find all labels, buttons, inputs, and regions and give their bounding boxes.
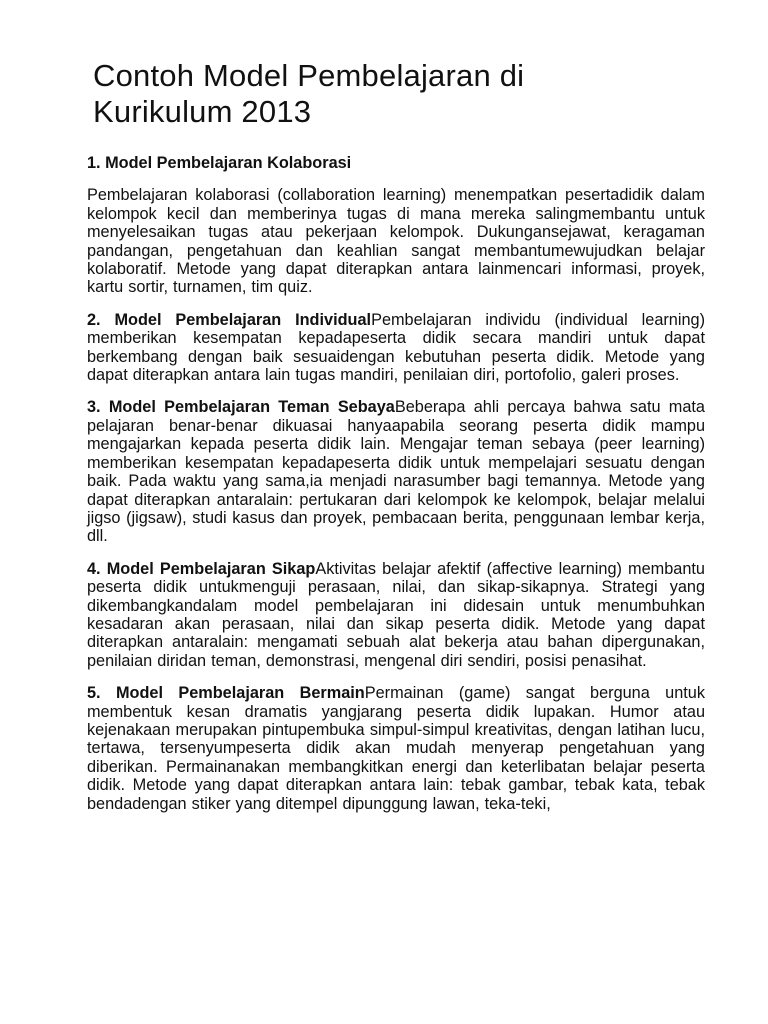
- title-line-1: Contoh Model Pembelajaran di: [93, 58, 525, 93]
- title-line-2: Kurikulum 2013: [93, 94, 312, 129]
- document-title: [93, 58, 705, 130]
- section-4-heading: 4. Model Pembelajaran Sikap: [87, 559, 316, 578]
- section-5-body: Permainan (game) sangat berguna untuk membentuk kesan dramatis yangjarang peserta didik lupakan. Humor atau kejenakaan merupakan pintupembuka simpul-simpul kreativitas, dengan latihan lucu, tertawa, tersenyumpeserta didik akan mudah menyerap pengetahuan yang diberikan. Permainanakan membangkitkan energi dan keterlibatan belajar peserta didik. Metode yang dapat diterapkan antara lain: tebak gambar, tebak kata, tebak bendadengan stiker yang ditempel dipunggung lawan, teka-teki,: [87, 684, 705, 813]
- section-2-heading: 2. Model Pembelajaran Individual: [87, 310, 372, 329]
- section-2-paragraph: [87, 311, 705, 385]
- section-4-body: Aktivitas belajar afektif (affective learning) membantu peserta didik untukmenguji perasaan, nilai, dan sikap-sikapnya. Strategi yang dikembangkandalam model pembelajaran ini didesain untuk menumbuhkan kesadaran akan perasaan, nilai dan sikap peserta didik. Metode yang dapat diterapkan antaralain: mengamati sebuah alat bekerja atau bahan dipergunakan, penilaian diridan teman, demonstrasi, mengenal diri sendiri, posisi penasihat.: [87, 559, 705, 670]
- section-3-paragraph: [87, 398, 705, 545]
- section-4-paragraph: [87, 560, 705, 670]
- section-1-body: Pembelajaran kolaborasi (collaboration learning) menempatkan pesertadidik dalam kelompok kecil dan memberinya tugas di mana mereka salingmembantu untuk menyelesaikan tugas atau pekerjaan kelompok. Dukungansejawat, keragaman pandangan, pengetahuan dan keahlian sangat membantumewujudkan belajar kolaboratif. Metode yang dapat diterapkan antara lainmencari informasi, proyek, kartu sortir, turnamen, tim quiz.: [87, 186, 705, 297]
- section-5-heading: 5. Model Pembelajaran Bermain: [87, 684, 365, 703]
- section-1-heading: 1. Model Pembelajaran Kolaborasi: [87, 154, 352, 172]
- section-2-body: Pembelajaran individu (individual learning) memberikan kesempatan kepadapeserta didik secara mandiri untuk dapat berkembang dengan baik sesuaidengan kebutuhan peserta didik. Metode yang dapat diterapkan antara lain tugas mandiri, penilaian diri, portofolio, galeri proses.: [87, 310, 705, 385]
- section-3-heading: 3. Model Pembelajaran Teman Sebaya: [87, 398, 395, 417]
- section-3-body: Beberapa ahli percaya bahwa satu mata pelajaran benar-benar dikuasai hanyaapabila seorang peserta didik mampu mengajarkan kepada peserta didik lain. Mengajar teman sebaya (peer learning) memberikan kesempatan kepadapeserta didik untuk mempelajari sesuatu dengan baik. Pada waktu yang sama,ia menjadi narasumber bagi temannya. Metode yang dapat diterapkan antaralain: pertukaran dari kelompok ke kelompok, belajar melalui jigso (jigsaw), studi kasus dan proyek, pembacaan berita, penggunaan lembar kerja, dll.: [87, 398, 705, 546]
- document-page: [87, 58, 705, 827]
- section-5-paragraph: [87, 684, 705, 813]
